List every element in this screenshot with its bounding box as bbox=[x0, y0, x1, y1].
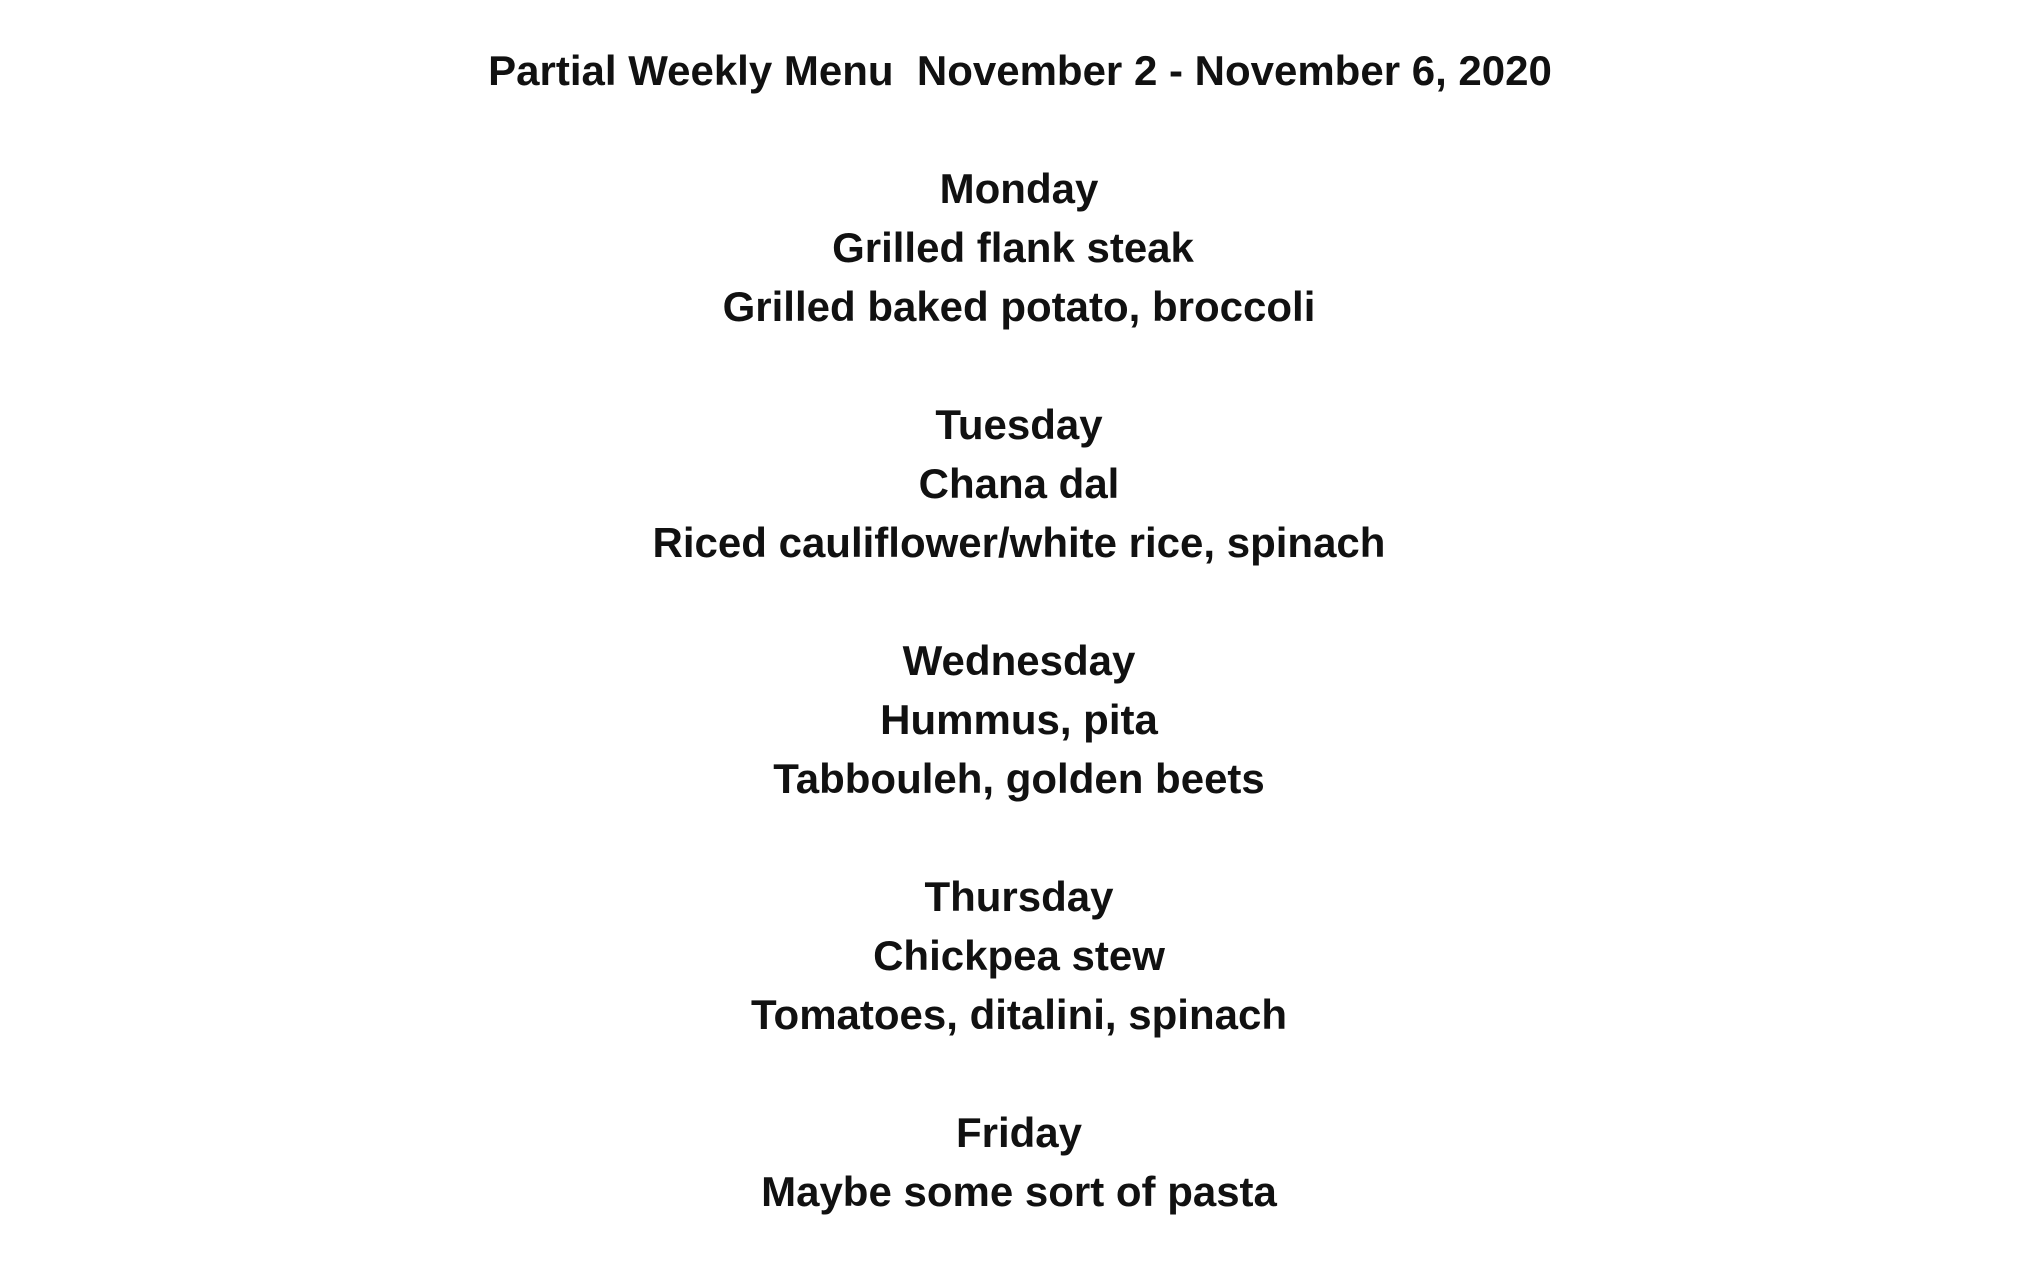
day-heading-friday: Friday bbox=[955, 1109, 1083, 1156]
menu-item: Hummus, pita bbox=[880, 696, 1158, 743]
day-heading-thursday: Thursday bbox=[924, 873, 1114, 920]
menu-item: Chickpea stew bbox=[873, 932, 1165, 979]
day-heading-tuesday: Tuesday bbox=[935, 401, 1103, 448]
menu-title: Partial Weekly Menu November 2 - November 6, 2020 bbox=[488, 47, 1552, 94]
menu-item: Tomatoes, ditalini, spinach bbox=[751, 991, 1287, 1038]
menu-item: Maybe some sort of pasta bbox=[761, 1168, 1277, 1215]
menu-item: Riced cauliflower/white rice, spinach bbox=[652, 519, 1386, 566]
menu-item: Chana dal bbox=[918, 460, 1120, 507]
menu-item: Tabbouleh, golden beets bbox=[773, 755, 1265, 802]
day-heading-monday: Monday bbox=[939, 165, 1099, 212]
day-heading-wednesday: Wednesday bbox=[902, 637, 1136, 684]
menu-item: Grilled flank steak bbox=[832, 224, 1194, 271]
menu-item: Grilled baked potato, broccoli bbox=[722, 283, 1316, 330]
